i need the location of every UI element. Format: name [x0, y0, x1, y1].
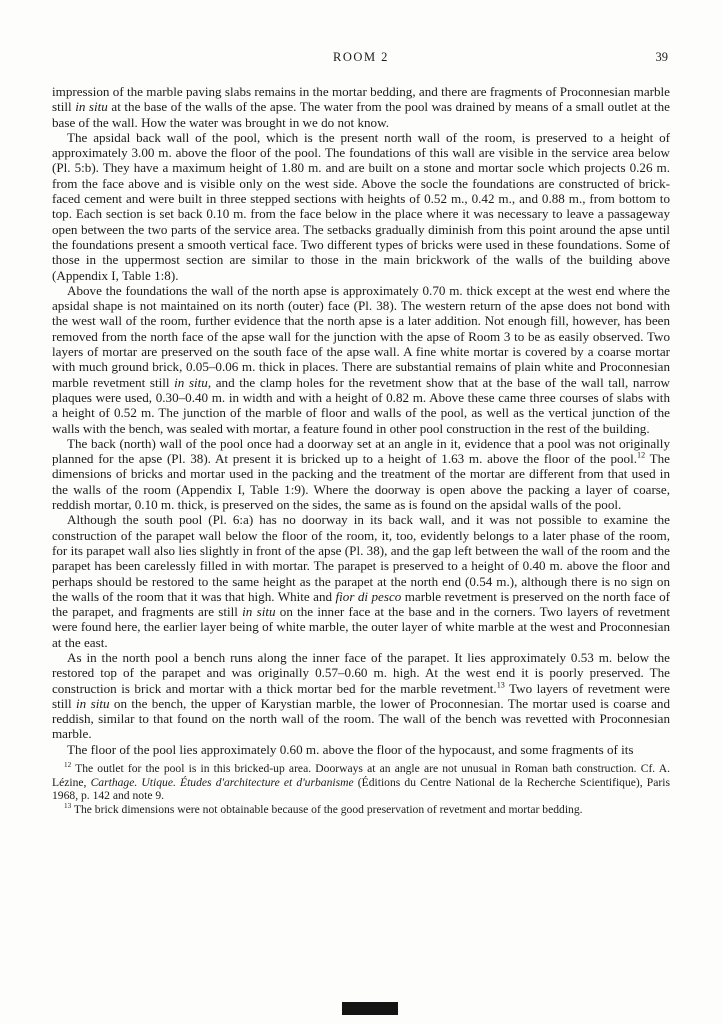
running-title: ROOM 2 [333, 50, 389, 64]
text-run: The outlet for the pool is in this bricked-up area. Doorways at an angle are not unusual in Roman bath construction. Cf. A. Lézine, [52, 762, 670, 789]
text-run: marble revetment is preserved on the north face of the parapet, and fragments are still [52, 588, 670, 620]
text-run: (Éditions du Centre National de la Recherche Scientifique), Paris 1968, p. 142 and note 9. [52, 775, 670, 803]
italic-text-run: in situ [75, 99, 108, 115]
paragraph [52, 84, 670, 130]
paragraph [52, 283, 670, 436]
footnote-marker: 12 [64, 761, 72, 770]
paragraph [52, 650, 670, 742]
text-run: Above the foundations the wall of the north apse is approximately 0.70 m. thick except at the west end where the apsidal shape is not maintained on its north (outer) face (Pl. 38). The western return of the apse does not bond with the west wall of the room, further evidence that the north apse is a later addition. Not enough fill, however, has been removed from the north face of the apse wall for the junction with the apse of Room 3 to be as easily observed. Two layers of mortar are preserved on the south face of the apse wall. A fine white mortar is covered by a coarse mortar with much ground brick, 0.05–0.06 m. thick in places. There are substantial remains of plain white and Proconnesian marble revetment still [52, 282, 670, 390]
paragraph [52, 512, 670, 650]
text-run: The back (north) wall of the pool once had a doorway set at an angle in it, evidence that a pool was not originally planned for the apse (Pl. 38). At present it is bricked up to a height of 1.63 m. above the floor of the pool. [52, 435, 670, 467]
text-run: As in the north pool a bench runs along the inner face of the parapet. It lies approximately 0.53 m. below the restored top of the parapet and was originally 0.57–0.60 m. high. At the west end it is poorly preserved. The construction is brick and mortar with a thick mortar bed for the marble revetment. [52, 649, 670, 696]
text-run: on the inner face at the base and in the corners. Two layers of revetment were found here, the earlier layer being of white marble, the outer layer of white marble at the west and Proconnesian at the east. [52, 604, 670, 650]
footnote-marker: 12 [637, 450, 646, 460]
body-paragraphs [52, 84, 670, 757]
text-run: Two layers of revetment were still [52, 680, 670, 711]
italic-text-run: in situ [242, 604, 276, 620]
italic-text-run: fior di pesco [335, 588, 402, 604]
paragraph [52, 742, 670, 757]
text-run: Although the south pool (Pl. 6:a) has no doorway in its back wall, and it was not possible to examine the construction of the parapet wall below the floor of the room, it, too, evidently belongs to a later phase of the room, for its parapet wall also lies slightly in front of the apse (Pl. 38), and the gap left between the wall of the room and the parapet has been carelessly filled in with mortar. The parapet is preserved to a height of 0.40 m. above the floor and perhaps should be restored to the same height as the parapet at the north end (0.54 m.), although there is no sign on the walls of the room that it was that high. White and [52, 512, 670, 604]
text-run: , and the clamp holes for the revetment show that at the base of the wall tall, narrow plaques were used, 0.30–0.40 m. in width and with a height of 0.82 m. Above these came three courses of slabs with a height of 0.52 m. The junction of the marble of floor and walls of the pool, as well as the vertical junction of the walls with the bench, was sealed with mortar, a feature found in other pool construction in the rest of the building. [52, 374, 670, 436]
text-run: impression of the marble paving slabs remains in the mortar bedding, and there are fragments of Proconnesian marble still [52, 84, 670, 115]
text-run: The floor of the pool lies approximately 0.60 m. above the floor of the hypocaust, and some fragments of its [67, 741, 634, 757]
footnote [52, 803, 670, 817]
text-run: The apsidal back wall of the pool, which is the present north wall of the room, is preserved to a height of approximately 3.00 m. above the floor of the pool. The foundations of this wall are visible in the service area below (Pl. 5:b). They have a maximum height of 1.80 m. and are built on a stone and mortar socle which projects 0.26 m. from the face above and is visible only on the west side. Above the socle the foundations are constructed of brick-faced cement and were built in three stepped sections with heights of 0.52 m., 0.42 m., and 0.88 m., from bottom to top. Each section is set back 0.10 m. from the face below in the place where it was necessary to leave a passageway open between the two parts of the service area. The setbacks gradually diminish from this point around the apse until the foundations present a smooth vertical face. Two different types of bricks were used in these foundations. Some of those in the uppermost section are similar to those in the main brickwork of the walls of the building above (Appendix I, Table 1:8). [52, 129, 670, 283]
footnote-marker: 13 [64, 801, 72, 810]
italic-text-run: in situ [174, 374, 208, 390]
footnote-marker: 13 [496, 680, 505, 690]
paragraph [52, 436, 670, 512]
running-header [52, 50, 670, 66]
italic-text-run: Carthage. Utique. Études d'architecture et d'urbanisme [90, 775, 354, 789]
text-run: The dimensions of bricks and mortar used in the packing and the treatment of the mortar are different from that used in the walls of the room (Appendix I, Table 1:9). Where the doorway is open above the packing a layer of coarse, reddish mortar, 0.10 m. thick, is preserved on the sides, the same as is found on the apsidal walls of the pool. [52, 451, 670, 513]
page-number: 39 [655, 50, 668, 64]
text-run: The brick dimensions were not obtainable because of the good preservation of revetment and mortar bedding. [71, 802, 583, 816]
footnotes [52, 762, 670, 816]
italic-text-run: in situ [76, 695, 110, 711]
text-run: at the base of the walls of the apse. The water from the pool was drained by means of a small outlet at the base of the wall. How the water was brought in we do not know. [52, 99, 670, 130]
scan-artifact-bar [342, 1002, 398, 1015]
footnote [52, 762, 670, 803]
text-run: on the bench, the upper of Karystian marble, the lower of Proconnesian. The mortar used is coarse and reddish, similar to that found on the north wall of the room. The wall of the bench was revetted with Proconnesian marble. [52, 695, 671, 742]
paragraph [52, 130, 670, 283]
